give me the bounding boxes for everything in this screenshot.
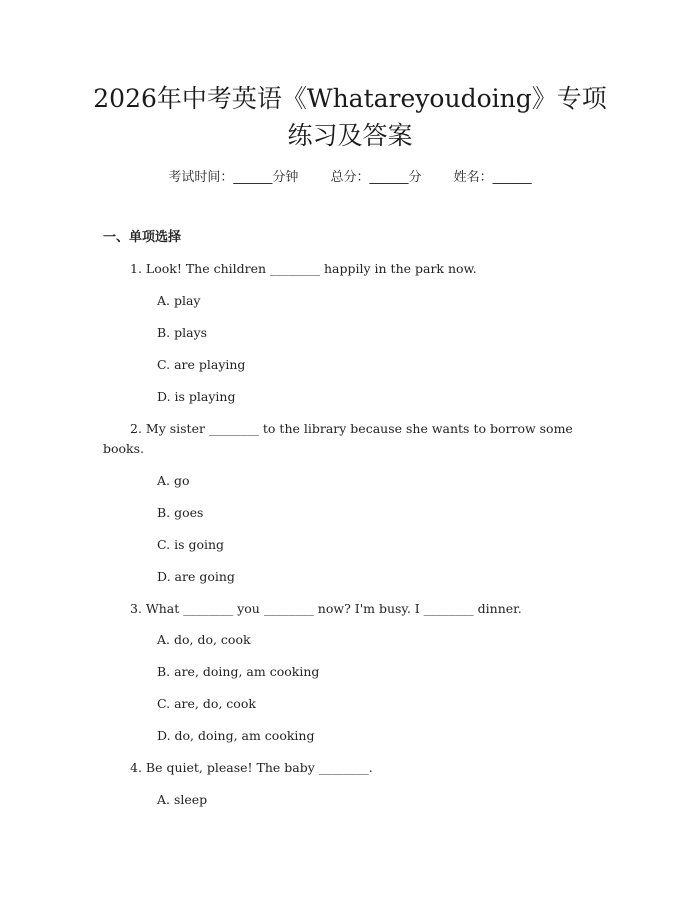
exam-score-blank: ______ <box>369 170 409 185</box>
question-1: 1. Look! The children ________ happily in the park now. <box>130 261 477 276</box>
question-1-option-d: D. is playing <box>157 389 236 404</box>
section-title: 一、单项选择 <box>103 230 182 245</box>
document-title-line-2: 练习及答案 <box>287 121 413 150</box>
question-4: 4. Be quiet, please! The baby ________. <box>130 760 373 775</box>
question-3-option-c: C. are, do, cook <box>157 696 256 711</box>
question-2: 2. My sister ________ to the library because she wants to borrow some books. <box>103 421 573 456</box>
question-2-option-a: A. go <box>157 473 190 488</box>
question-3-option-b: B. are, doing, am cooking <box>157 664 320 679</box>
student-name <box>454 168 532 188</box>
document-title-line-1: 2026年中考英语《Whatareyoudoing》专项 <box>93 84 607 113</box>
exam-time-unit: 分钟 <box>272 170 299 185</box>
question-1-option-a: A. play <box>157 293 201 308</box>
question-1-option-c: C. are playing <box>157 357 246 372</box>
exam-time <box>168 168 298 188</box>
exam-time-blank: ______ <box>233 170 273 185</box>
question-3-option-a: A. do, do, cook <box>157 632 251 647</box>
exam-meta <box>0 168 700 188</box>
question-2-option-d: D. are going <box>157 569 235 584</box>
exam-score-unit: 分 <box>408 170 422 185</box>
exam-score-label: 总分： <box>330 170 370 185</box>
question-2-option-b: B. goes <box>157 505 204 520</box>
question-1-option-b: B. plays <box>157 325 208 340</box>
student-name-label: 姓名： <box>453 170 493 185</box>
exam-time-label: 考试时间： <box>168 170 234 185</box>
question-4-option-a: A. sleep <box>157 792 208 807</box>
exam-score <box>330 168 421 188</box>
student-name-blank: ______ <box>492 170 532 185</box>
question-2-option-c: C. is going <box>157 537 225 552</box>
question-3: 3. What ________ you ________ now? I'm busy. I ________ dinner. <box>130 601 522 616</box>
question-3-option-d: D. do, doing, am cooking <box>157 728 315 743</box>
